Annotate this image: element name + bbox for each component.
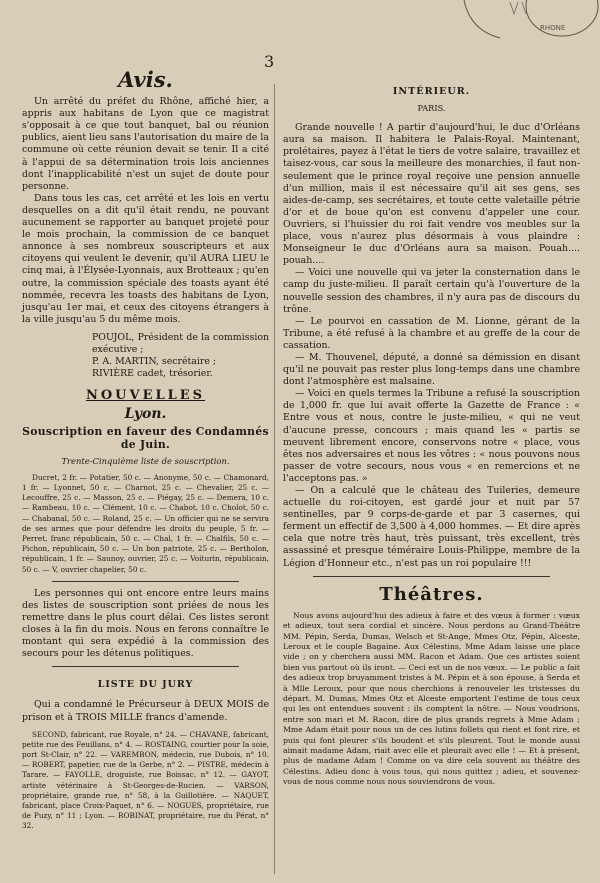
section-rule (313, 576, 550, 577)
appeal-paragraph: Les personnes qui ont encore entre leurs mains des listes de souscription sont priées de nous les remettre dans le plus court délai. Ces listes seront closes à la fin du mois. Nous en ferons connaître le montant qui sera expédié à la commission des secours pour les détenus politiques. (22, 587, 269, 660)
signature-secretary: P. A. MARTIN, secrétaire ; (92, 356, 217, 368)
jury-list: SECOND, fabricant, rue Royale, n° 24. — CHAVANE, fabricant, petite rue des Feuillans, n° 4. — ROSTAING, courtier pour la soie, port St-Clair, n° 22. — VAREMBON, médecin, rue Dubois, n° 10. — ROBERT, papetier, rue de la Gerbe, n° 2. — PISTRE, médecin à Tarare. — FAYOLLE, droguiste, rue Boissac, n° 12. — GAYOT, artiste vétérinaire à St-Georges-de-Rucien. — VARSON, propriétaire, grande rue, n° 58, à la Guillotière. — NAQUET, fabricant, place Croix-Paquet, n° 6. — NOGUES, propriétaire, rue de Puzy, n° 11 ; Lyon. — ROBINAT, propriétaire, rue du Pérat, n° 32. (22, 729, 269, 831)
theatres-heading: Théâtres. (379, 583, 484, 605)
interieur-paragraph-4: — M. Thouvenel, député, a donné sa démission en disant qu'il ne pouvait pas rester plus long-temps dans une chambre dont l'atmosphère est malsaine. (283, 351, 580, 388)
interieur-heading: INTÉRIEUR. (392, 86, 471, 97)
paris-label: PARIS. (417, 103, 446, 114)
signature-treasurer: RIVIÈRE cadet, trésorier. (92, 368, 213, 380)
theatres-paragraph: Nous avons aujourd'hui des adieux à faire et des vœux à former : vœux et adieux, tout sera cordial et sincère. Nous perdons au Grand-Théâtre MM. Pépin, Serda, Dumas, Welsch et St-Ange, Mmes Otz, Pépin, Alceste, Leroux et le couple Bagaine. Aux Célestins, Mme Adam laisse une place vide ; on y cherchera aussi MM. Racon et Adam. Que ces artistes soient bien vus partout où ils iront. — Ceci est un de nos vœux. — Le public a fait des adieux trop bruyamment tristes à M. Pépin et à son épouse, à Serda et à Mlle Leroux, pour que nous cherchions à renouveler les tristesses du départ. M. Dumas, Mmes Otz et Alceste emportent l'estime de tous ceux qui les ont entendues souvent : ils comptent la nôtre. — Nous voudrions, entre son mari et M. Racon, dire de plus grands regrets à Mme Adam ; Mme Adam était pour nous un de ces lutins follets qui rient et font rire, et puis qui font pleurer s'ils boudent et s'ils pleurent. Tout le monde aussi aimait madame Adam, riait avec elle et pleurait avec elle ! — Et à présent, plus de madame Adam ! Comme on va dire cela souvent au théâtre des Célestins. Adieu donc à vous tous, qui nous quittez ; adieu, et souvenez-vous de nous comme nous nous souviendrons de vous. (283, 610, 580, 787)
page-number: 3 (264, 52, 275, 71)
souscription-subtitle: Trente-Cinquième liste de souscription. (61, 455, 230, 466)
interieur-paragraph-3: — Le pourvoi en cassation de M. Lionne, gérant de la Tribune, a été refusé à la chambre et au greffe de la cour de cassation. (283, 315, 580, 351)
souscription-heading: Souscription en faveur des Condamnés de Juin. (22, 425, 269, 451)
left-column (22, 60, 269, 832)
stamp-label: RHONE (540, 24, 566, 32)
section-rule (52, 581, 239, 582)
postal-stamp-icon (460, 0, 600, 40)
interieur-paragraph-2: — Voici une nouvelle qui va jeter la consternation dans le camp du juste-milieu. Il paraît certain qu'à l'ouverture de la nouvelle session des chambres, il n'y aura pas de discours du trône. (283, 267, 580, 315)
interieur-paragraph-6: — On a calculé que le château des Tuileries, demeure actuelle du roi-citoyen, est gardé jour et nuit par 57 sentinelles, par 9 corps-de-garde et par 3 casernes, qui ferment un effectif de 3,500 à 4,000 hommes. — Et dire après cela que notre très haut, très puissant, très excellent, très assassiné et presque téméraire Louis-Philippe, membre de la Légion d'Honneur etc., n'est pas un roi populaire !!! (283, 485, 580, 569)
section-rule (52, 666, 239, 667)
jury-heading: LISTE DU JURY (97, 679, 194, 691)
right-column (283, 60, 580, 788)
column-divider (274, 84, 275, 874)
interieur-paragraph-5: — Voici en quels termes la Tribune a refusé la souscription de 1,000 fr. que lui avait offerte la Gazette de France : « Entre vous et nous, contre le juste-milieu, « qui ne veut d'aucune presse, concours ; mais quand les « partis se meuvent librement encore, conservons notre « place, vous êtes nos adversaires et nous les vôtres : « nous pouvons nous passer de votre secours, nous vous « en remercions et ne l'acceptons pas. » (283, 388, 580, 484)
signature-president: POUJOL, Président de la commission exécutive ; (92, 331, 269, 355)
souscription-list: Ducret, 2 fr. — Potatier, 50 c. — Anonyme, 50 c. — Chamonard, 1 fr. — Lyonnet, 50 c. — Charnot, 25 c. — Chevalier, 25 c. — Lecouffre, 25 c. — Masson, 25 c. — Piégay, 25 c. — Demera, 10 c. — Rambeau, 10 c. — Clément, 10 c. — Chabot, 10 c. Cholot, 50 c. — Chabanal, 50 c. — Roland, 25 c. — Un officier qui ne se servira de ses armes que pour défendre les droits du peuple, 5 fr. — Perret, franc républicain, 50 c. — Chal, 1 fr. — Chalfils, 50 c. — Pichon, républicain, 50 c. — Un bon patriote, 25 c. — Bertholon, républicain, 1 fr. — Saunoy, ouvrier, 25 c. — Voiturin, républicain, 50 c. — V, ouvrier chapelier, 50 c. (22, 472, 269, 574)
avis-title: Avis. (118, 67, 173, 92)
avis-paragraph-2: Dans tous les cas, cet arrêté et les lois en vertu desquelles on a dit qu'il était rendu, ne pouvant aucunement se rapporter au banquet projeté pour le mois prochain, la commission de ce banquet annonce à ses nombreux souscripteurs et aux citoyens qui veulent le devenir, qu'il AURA LIEU le cinq mai, à l'Élysée-Lyonnais, aux Brotteaux ; qu'en outre, la commission spéciale des toasts ayant été nommée, recevra les toasts des habitans de Lyon, jusqu'au 1er mai, et ceux des citoyens étrangers à la ville jusqu'au 5 du même mois. (22, 192, 269, 325)
jury-intro: Qui a condamné le Précurseur à DEUX MOIS de prison et à TROIS MILLE francs d'amende. (22, 699, 269, 723)
avis-paragraph-1: Un arrêté du préfet du Rhône, affiché hier, a appris aux habitans de Lyon que ce magistrat s'opposait à ce que tout banquet, bal ou réunion publics, aient lieu sans l'autorisation du maire de la commune où cette réunion devait se tenir. Il a cité à l'appui de sa détermination trois lois anciennes dont l'inapplicabilité n'est un sujet de doute pour personne. (22, 96, 269, 192)
lyon-heading: Lyon. (124, 406, 167, 423)
interieur-paragraph-1: Grande nouvelle ! A partir d'aujourd'hui, le duc d'Orléans aura sa maison. Il habitera le Palais-Royal. Maintenant, prolétaires, payez à l'état le tiers de votre salaire, travaillez et taisez-vous, car sous la meilleure des monarchies, il faut non-seulement que le prince royal reçoive une pension annuelle d'un million, mais il est nécessaire qu'il ait ses gens, ses aides-de-camp, ses secrétaires, et toute cette valetaille pétrie d'or et de boue qu'on est convenu d'appeler une cour. Ouvriers, si l'huissier du roi fait vendre vos meubles sur la place, vous n'aurez plus désormais à vous plaindre : Monseigneur le duc d'Orléans aura sa maison. Pouah.... pouah.... (283, 122, 580, 267)
nouvelles-heading: NOUVELLES (85, 388, 206, 404)
